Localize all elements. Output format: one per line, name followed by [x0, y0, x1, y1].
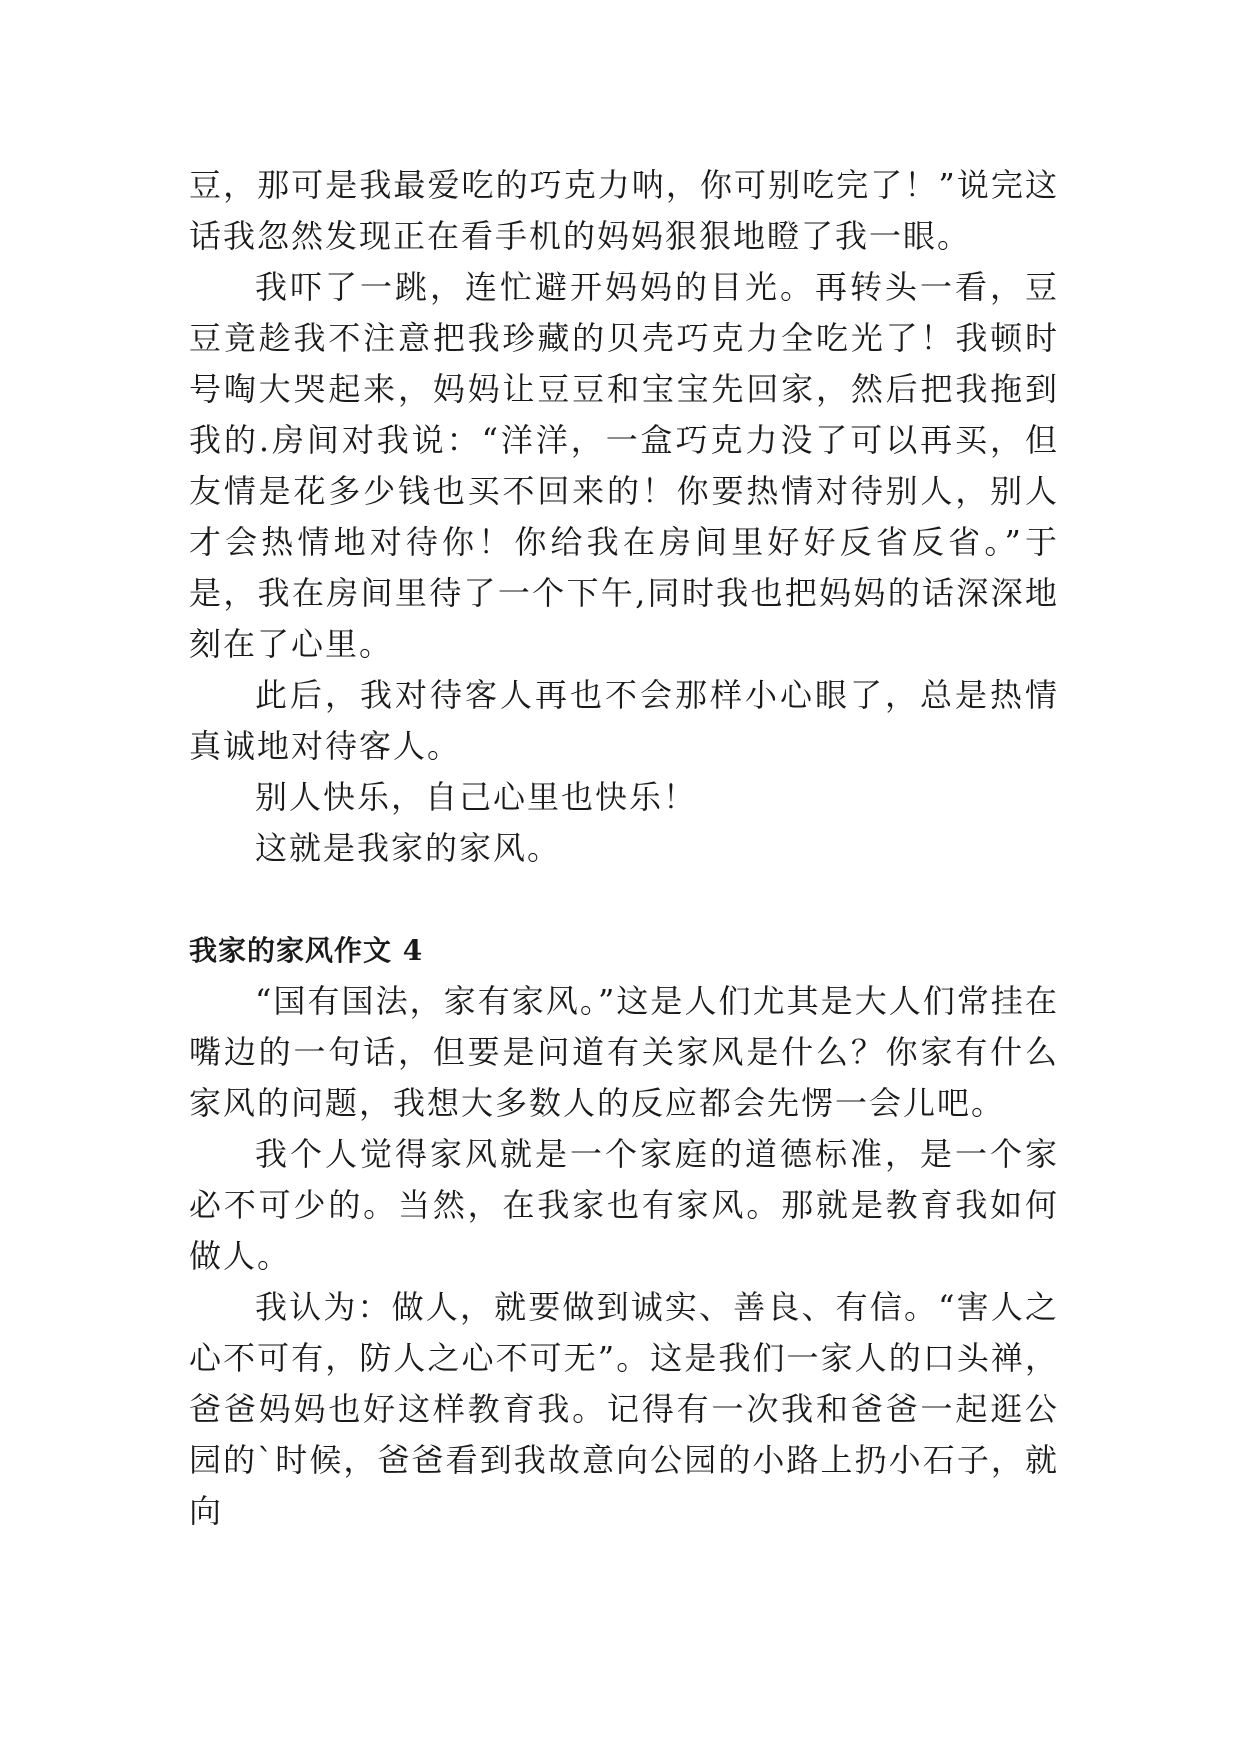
section-title: 我家的家风作文 4: [189, 934, 424, 967]
paragraph-continued: 豆，那可是我最爱吃的巧克力呐，你可别吃完了！”说完这话我忽然发现正在看手机的妈妈狠狠地瞪了我一眼。: [189, 166, 1059, 255]
paragraph: 我个人觉得家风就是一个家庭的道德标准，是一个家必不可少的。当然，在我家也有家风。那就是教育我如何做人。: [189, 1135, 1059, 1275]
paragraph: 此后，我对待客人再也不会那样小心眼了，总是热情真诚地对待客人。: [189, 676, 1059, 765]
paragraph: 这就是我家的家风。: [255, 829, 562, 867]
paragraph: 我吓了一跳，连忙避开妈妈的目光。再转头一看，豆豆竟趁我不注意把我珍藏的贝壳巧克力全吃光了！我顿时号啕大哭起来，妈妈让豆豆和宝宝先回家，然后把我拖到我的.房间对我说：“洋洋，一盒巧克力没了可以再买，但友情是花多少钱也买不回来的！你要热情对待别人，别人才会热情地对待你！你给我在房间里好好反省反省。”于是，我在房间里待了一个下午,同时我也把妈妈的话深深地刻在了心里。: [189, 268, 1059, 663]
paragraph: “国有国法，家有家风。”这是人们尤其是大人们常挂在嘴边的一句话，但要是问道有关家风是什么？你家有什么家风的问题，我想大多数人的反应都会先愣一会儿吧。: [189, 982, 1059, 1122]
document-body: [189, 160, 1059, 1537]
paragraph: 别人快乐，自己心里也快乐！: [255, 778, 698, 816]
paragraph: 我认为：做人，就要做到诚实、善良、有信。“害人之心不可有，防人之心不可无”。这是我们一家人的口头禅，爸爸妈妈也好这样教育我。记得有一次我和爸爸一起逛公园的`时候，爸爸看到我故意向公园的小路上扔小石子，就向: [189, 1288, 1059, 1530]
